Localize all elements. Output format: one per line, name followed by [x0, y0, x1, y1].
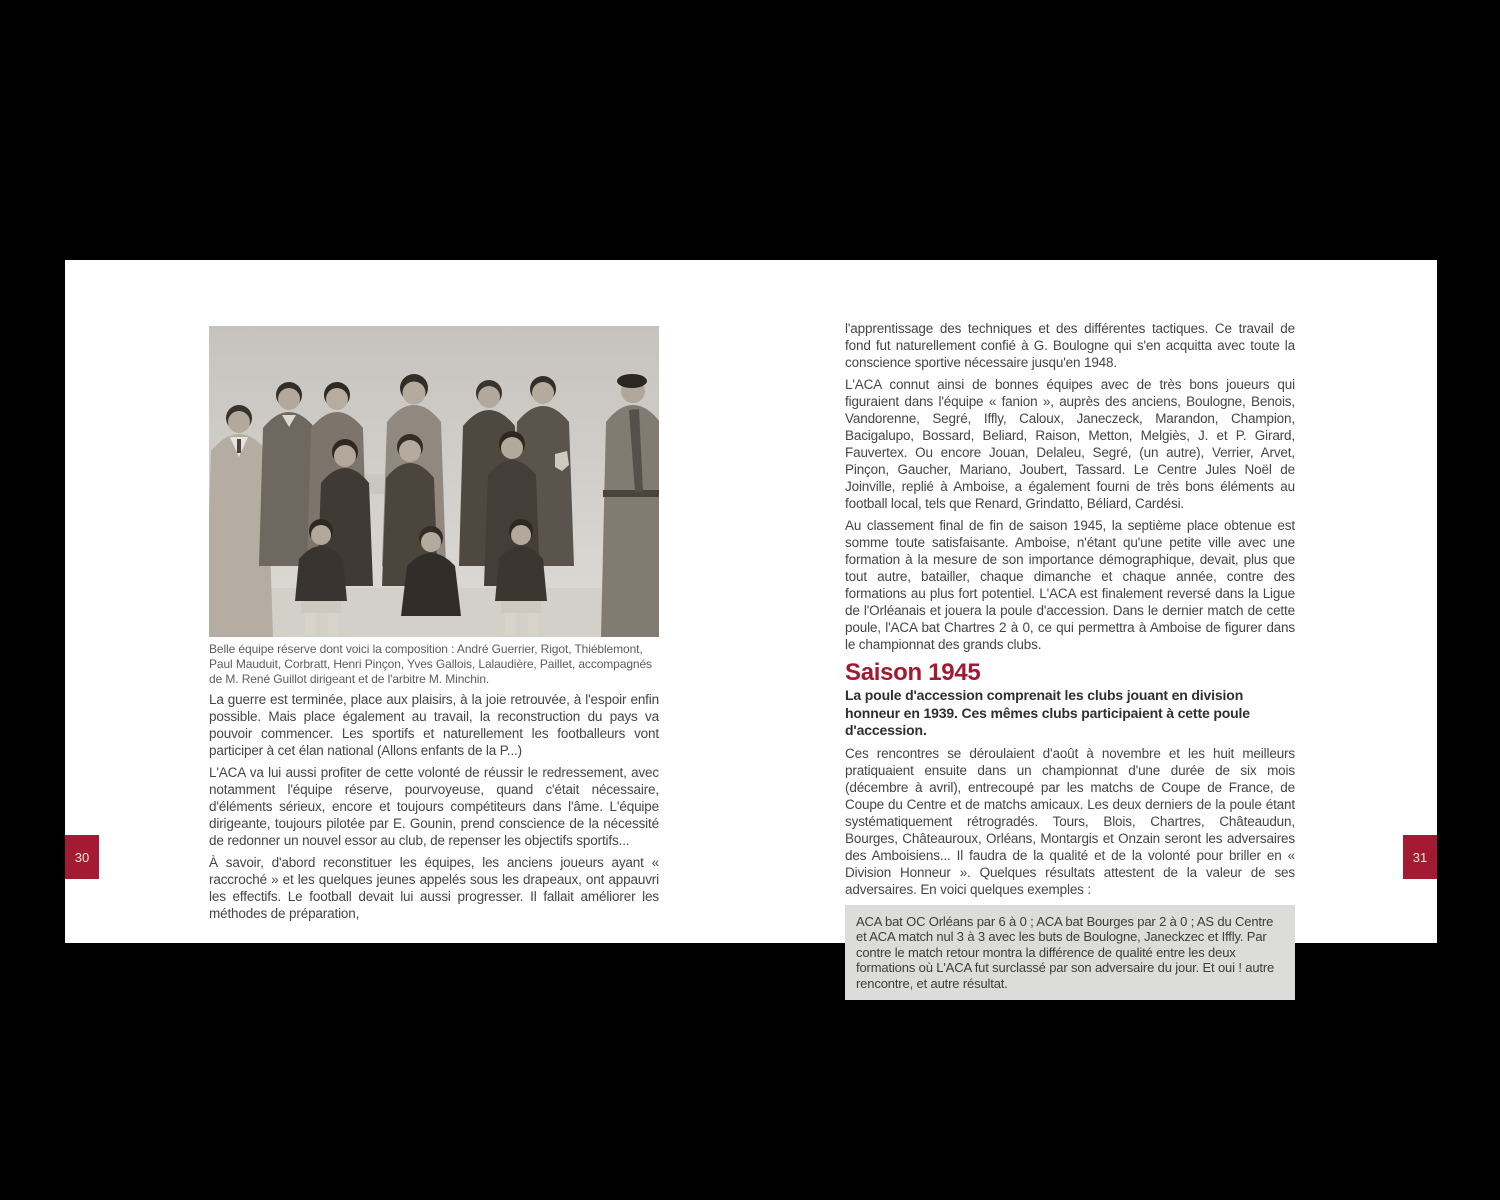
page-number: 30: [74, 849, 90, 865]
team-photo: [209, 326, 659, 637]
page-number-tab-right: [1403, 835, 1437, 879]
paragraph: L'ACA va lui aussi profiter de cette volonté de réussir le redressement, avec notamment l'équipe réserve, pourvoyeuse, quand c'était nécessaire, d'éléments sérieux, encore et toujours compétiteurs dans l'âme. L'équipe dirigeante, toujours pilotée par E. Gounin, prend conscience de la nécessité de redonner un nouvel essor au club, de repenser les objectifs sportifs...: [209, 765, 659, 848]
right-text-column: [845, 320, 1295, 1000]
paragraph: Ces rencontres se déroulaient d'août à novembre et les huit meilleurs pratiquaient ensuite dans un championnat d'une durée de six mois (décembre à avril), entrecoupé par les matchs de Coupe de France, de Coupe du Centre et de matchs amicaux. Les deux derniers de la poule étant systématiquement rétrogradés. Tours, Blois, Chartres, Châteaudun, Bourges, Châteauroux, Orléans, Montargis et Onzain seront les adversaires des Amboisiens... Il faudra de la qualité et de la volonté pour briller en « Division Honneur ». Quelques résultats attestent de la valeur de ses adversaires. En voici quelques exemples :: [845, 745, 1295, 897]
page-number-tab-left: [65, 835, 99, 879]
paragraph: L'ACA connut ainsi de bonnes équipes avec de très bons joueurs qui figuraient dans l'équipe « fanion », auprès des anciens, Boulogne, Benois, Vandorenne, Segré, Iffly, Caloux, Janeczeck, Marandon, Champion, Bacigalupo, Bossard, Beliard, Raison, Metton, Melgiès, J. et P. Girard, Fauvertex. Ou encore Jouan, Delaleu, Segré, (un autre), Verrier, Arvet, Pinçon, Gaucher, Mariano, Joubert, Tassard. Le Centre Jules Noël de Joinville, replié à Amboise, a également fourni de très bons éléments au football local, tels que Renard, Grindatto, Béliard, Cardési.: [845, 377, 1295, 511]
section-heading: Saison 1945: [845, 659, 981, 686]
section-lead: La poule d'accession comprenait les clubs jouant en division honneur en 1939. Ces mêmes clubs participaient à cette poule d'accession.: [845, 687, 1250, 738]
left-text-column: [209, 691, 659, 927]
photo-caption: Belle équipe réserve dont voici la composition : André Guerrier, Rigot, Thiéblemont, Paul Mauduit, Corbratt, Henri Pinçon, Yves Gallois, Lalaudière, Paillet, accompagnés de M. René Guillot dirigeant et de l'arbitre M. Minchin.: [209, 642, 652, 686]
page-right: [751, 260, 1437, 991]
results-box-text: ACA bat OC Orléans par 6 à 0 ; ACA bat Bourges par 2 à 0 ; AS du Centre et ACA match nul 3 à 3 avec les buts de Boulogne, Janeckzec et Iffly. Par contre le match retour montra la différence de qualité entre les deux formations où L'ACA fut surclassé par son adversaire du jour. Et oui ! autre rencontre, et autre résultat.: [856, 913, 1275, 991]
paragraph: l'apprentissage des techniques et des différentes tactiques. Ce travail de fond fut naturellement confié à G. Boulogne qui s'en acquitta avec toute la conscience sportive nécessaire jusqu'en 1948.: [845, 321, 1295, 370]
paragraph: La guerre est terminée, place aux plaisirs, à la joie retrouvée, à l'espoir enfin possible. Mais place également au travail, la reconstruction du pays va pouvoir commencer. Les sportifs et naturellement les footballeurs vont participer à cet élan national (Allons enfants de la P...): [209, 692, 659, 758]
results-box: [845, 905, 1295, 1001]
team-photo-illustration: [209, 326, 659, 637]
page-number: 31: [1412, 849, 1428, 865]
page-left: [65, 260, 751, 943]
paragraph: À savoir, d'abord reconstituer les équipes, les anciens joueurs ayant « raccroché » et les quelques jeunes appelés sous les drapeaux, ont appauvri les effectifs. Le football devait lui aussi progresser. Il fallait améliorer les méthodes de préparation,: [209, 855, 659, 921]
paragraph: Au classement final de fin de saison 1945, la septième place obtenue est somme toute satisfaisante. Amboise, n'étant qu'une petite ville avec une formation à la mesure de son importance démographique, devait, plus que tout autre, batailler, chaque dimanche et chaque année, contre des formations au plus fort potentiel. L'ACA est finalement reversé dans la Ligue de l'Orléanais et jouera la poule d'accession. Dans le dernier match de cette poule, l'ACA bat Chartres 2 à 0, ce qui permettra à Amboise de figurer dans le championnat des grands clubs.: [845, 518, 1295, 652]
book-spread: [65, 260, 1437, 991]
